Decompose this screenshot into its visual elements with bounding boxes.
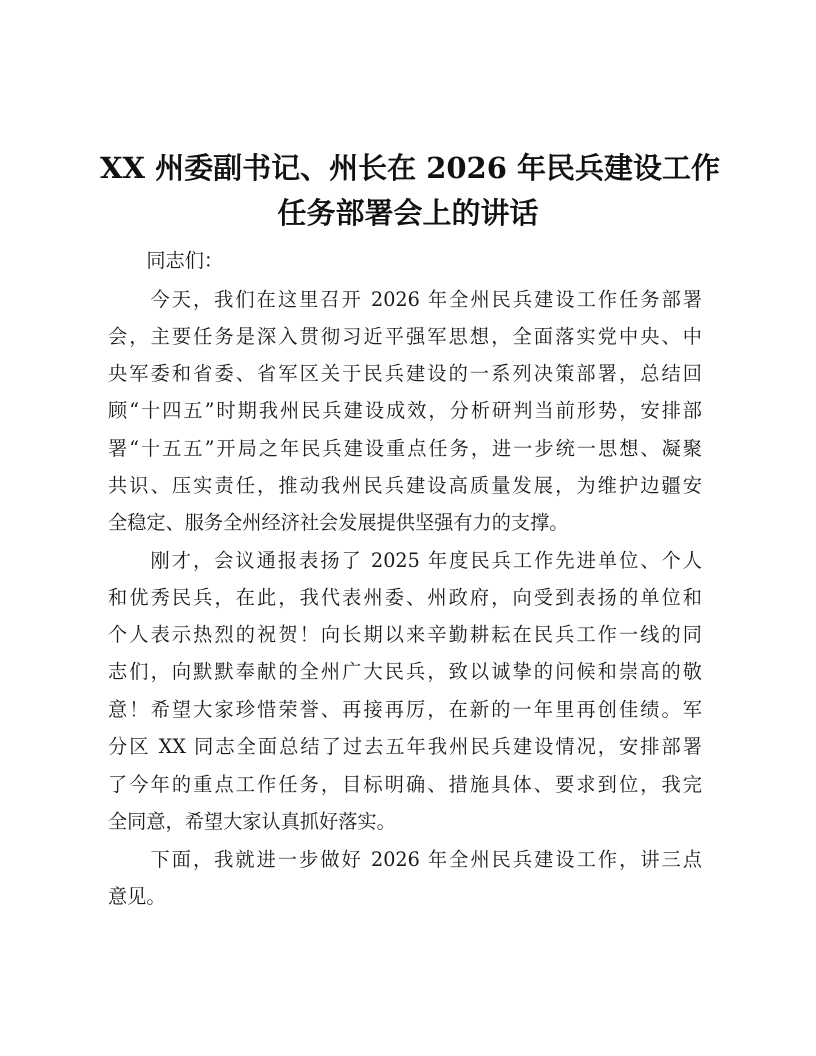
body-line: 和优秀民兵，在此，我代表州委、州政府，向受到表扬的单位和 [108, 586, 702, 609]
body-line: 全稳定、服务全州经济社会发展提供坚强有力的支撑。 [108, 511, 569, 534]
body-line: 分区 XX 同志全面总结了过去五年我州民兵建设情况，安排部署 [108, 735, 702, 758]
body-line: 个人表示热烈的祝贺！向长期以来辛勤耕耘在民兵工作一线的同 [108, 623, 702, 646]
body-line: 了今年的重点工作任务，目标明确、措施具体、要求到位，我完 [108, 773, 702, 796]
body-line: 全同意，希望大家认真抓好落实。 [108, 810, 396, 833]
body-line: 意见。 [108, 885, 166, 908]
body-line: 同志们： [108, 249, 224, 272]
document-title-line-2: 任务部署会上的讲话 [277, 196, 539, 230]
body-line: 今天，我们在这里召开 2026 年全州民兵建设工作任务部署 [108, 288, 702, 311]
body-line: 顾“十四五”时期我州民兵建设成效，分析研判当前形势，安排部 [108, 399, 702, 422]
body-line: 会，主要任务是深入贯彻习近平强军思想，全面落实党中央、中 [108, 325, 702, 348]
body-line: 下面，我就进一步做好 2026 年全州民兵建设工作，讲三点 [108, 848, 702, 871]
body-line: 意！希望大家珍惜荣誉、再接再厉，在新的一年里再创佳绩。军 [108, 698, 702, 721]
body-line: 署“十五五”开局之年民兵建设重点任务，进一步统一思想、凝聚 [108, 437, 702, 460]
body-line: 央军委和省委、省军区关于民兵建设的一系列决策部署，总结回 [108, 362, 702, 385]
body-line: 共识、压实责任，推动我州民兵建设高质量发展，为维护边疆安 [108, 474, 702, 497]
document-title-line-1: XX 州委副书记、州长在 2026 年民兵建设工作 [100, 151, 721, 185]
body-line: 刚才，会议通报表扬了 2025 年度民兵工作先进单位、个人 [108, 549, 702, 572]
body-line: 志们，向默默奉献的全州广大民兵，致以诚挚的问候和崇高的敬 [108, 660, 702, 683]
